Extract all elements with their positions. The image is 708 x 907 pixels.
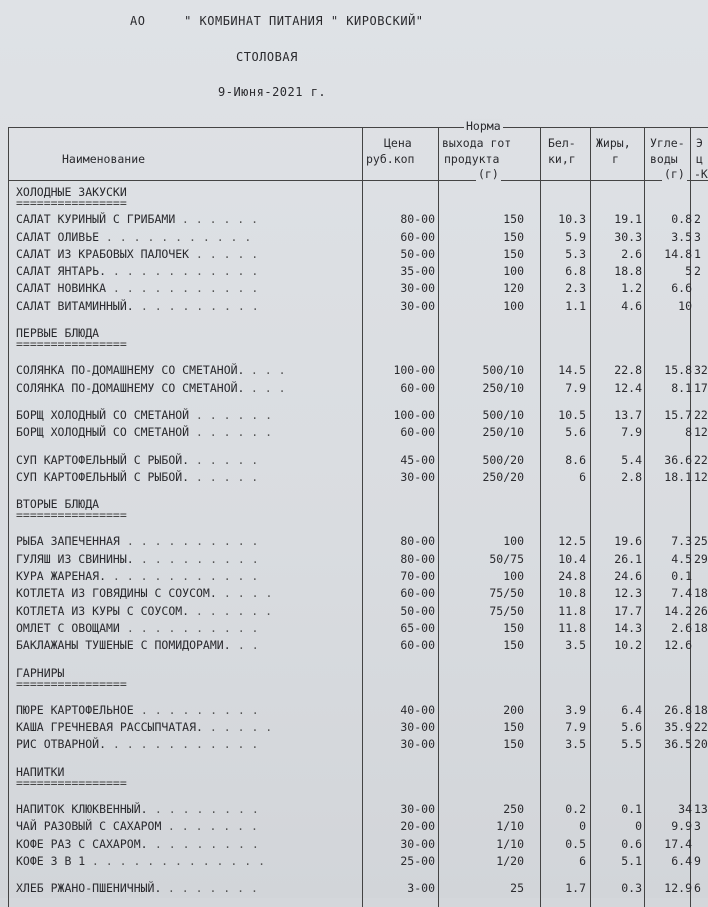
dish-fat: 5.6 bbox=[621, 720, 642, 735]
dish-fat: 2.6 bbox=[621, 246, 642, 261]
dish-price: 35-00 bbox=[400, 264, 435, 279]
dish-protein: 7.9 bbox=[565, 380, 586, 395]
col-header-fat: Жиры, bbox=[596, 136, 631, 150]
blank-row bbox=[8, 693, 708, 703]
dish-portion: 75/50 bbox=[489, 603, 524, 618]
leader-dots: . . . . . bbox=[203, 720, 273, 735]
menu-item-row bbox=[8, 264, 708, 281]
menu-item-row bbox=[8, 638, 708, 655]
dish-name: ХЛЕБ РЖАНО-ПШЕНИЧНЫЙ. bbox=[16, 881, 162, 896]
dish-protein: 0 bbox=[579, 819, 586, 834]
dish-price: 60-00 bbox=[400, 425, 435, 440]
dish-fat: 22.8 bbox=[614, 363, 642, 378]
leader-dots: . . bbox=[231, 638, 259, 653]
menu-date: 9-Июня-2021 г. bbox=[218, 85, 327, 99]
dish-energy: 22 bbox=[694, 452, 708, 467]
leader-dots: . . . . . . bbox=[189, 425, 273, 440]
dish-carbs: 36.5 bbox=[664, 737, 692, 752]
col-header-norm-line2: продукта bbox=[444, 152, 500, 166]
col-header-protein-unit: ки,г bbox=[548, 152, 576, 166]
leader-dots: . . . . . . . . . . . bbox=[106, 264, 259, 279]
leader-dots: . . . bbox=[244, 380, 286, 395]
dish-energy: 25 bbox=[694, 534, 708, 549]
dish-protein: 0.2 bbox=[565, 802, 586, 817]
menu-item-row bbox=[8, 737, 708, 754]
table-top-border bbox=[8, 127, 708, 128]
section-title: ХОЛОДНЫЕ ЗАКУСКИ bbox=[16, 185, 127, 199]
dish-fat: 19.1 bbox=[614, 212, 642, 227]
dish-fat: 12.4 bbox=[614, 380, 642, 395]
dish-fat: 12.3 bbox=[614, 586, 642, 601]
dish-portion: 100 bbox=[503, 569, 524, 584]
dish-price: 80-00 bbox=[400, 212, 435, 227]
dish-price: 50-00 bbox=[400, 603, 435, 618]
menu-item-row bbox=[8, 381, 708, 398]
dish-carbs: 15.8 bbox=[664, 363, 692, 378]
dish-carbs: 2.6 bbox=[671, 620, 692, 635]
dish-carbs: 8 bbox=[685, 425, 692, 440]
underline-rule: ================ bbox=[16, 196, 127, 211]
dish-fat: 26.1 bbox=[614, 551, 642, 566]
dish-protein: 6 bbox=[579, 853, 586, 868]
dish-portion: 120 bbox=[503, 281, 524, 296]
dish-portion: 250/10 bbox=[482, 425, 524, 440]
dish-energy: 3 bbox=[694, 229, 701, 244]
dish-name: КОТЛЕТА ИЗ КУРЫ С СОУСОМ. bbox=[16, 603, 190, 618]
dish-price: 20-00 bbox=[400, 819, 435, 834]
dish-name: САЛАТ НОВИНКА bbox=[16, 281, 107, 296]
section-underline bbox=[8, 776, 708, 792]
dish-carbs: 9.9 bbox=[671, 819, 692, 834]
dish-fat: 0 bbox=[635, 819, 642, 834]
dish-energy: 17 bbox=[694, 380, 708, 395]
col-header-energy: Э bbox=[696, 136, 703, 150]
dish-fat: 1.2 bbox=[621, 281, 642, 296]
dish-protein: 10.4 bbox=[558, 551, 586, 566]
dish-price: 100-00 bbox=[393, 407, 435, 422]
dish-price: 45-00 bbox=[400, 452, 435, 467]
dish-name: ОМЛЕТ С ОВОЩАМИ bbox=[16, 620, 120, 635]
dish-name: САЛАТ ВИТАМИННЫЙ. bbox=[16, 298, 134, 313]
dish-price: 70-00 bbox=[400, 569, 435, 584]
dish-name: РЫБА ЗАПЕЧЕННАЯ bbox=[16, 534, 120, 549]
dish-portion: 150 bbox=[503, 246, 524, 261]
dish-name: СОЛЯНКА ПО-ДОМАШНЕМУ СО СМЕТАНОЙ. bbox=[16, 380, 245, 395]
dish-price: 30-00 bbox=[400, 737, 435, 752]
dish-carbs: 12.6 bbox=[664, 638, 692, 653]
dish-portion: 150 bbox=[503, 229, 524, 244]
leader-dots: . . . bbox=[244, 363, 286, 378]
dish-name: САЛАТ КУРИНЫЙ С ГРИБАМИ bbox=[16, 212, 176, 227]
dish-protein: 1.1 bbox=[565, 298, 586, 313]
dish-name: БАКЛАЖАНЫ ТУШЕНЫЕ С ПОМИДОРАМИ. bbox=[16, 638, 231, 653]
menu-item-row bbox=[8, 720, 708, 737]
dish-portion: 500/20 bbox=[482, 452, 524, 467]
blank-row bbox=[8, 524, 708, 534]
col-header-name: Наименование bbox=[62, 152, 146, 166]
dish-energy: 26 bbox=[694, 603, 708, 618]
menu-item-row bbox=[8, 408, 708, 425]
leader-dots: . . . . . . . . bbox=[148, 802, 259, 817]
menu-item-row bbox=[8, 470, 708, 487]
dish-carbs: 0.8 bbox=[671, 212, 692, 227]
leader-dots: . . . . . . . . . . bbox=[120, 620, 259, 635]
dish-portion: 100 bbox=[503, 264, 524, 279]
menu-item-row bbox=[8, 604, 708, 621]
dish-protein: 7.9 bbox=[565, 720, 586, 735]
dish-portion: 200 bbox=[503, 702, 524, 717]
dish-portion: 100 bbox=[503, 534, 524, 549]
dish-protein: 6 bbox=[579, 469, 586, 484]
dish-portion: 250 bbox=[503, 802, 524, 817]
dish-fat: 19.6 bbox=[614, 534, 642, 549]
dish-price: 80-00 bbox=[400, 551, 435, 566]
menu-item-row bbox=[8, 230, 708, 247]
section-underline bbox=[8, 676, 708, 693]
col-header-norm: Норма bbox=[466, 119, 501, 133]
dish-portion: 250/20 bbox=[482, 469, 524, 484]
dish-name: РИС ОТВАРНОЙ. bbox=[16, 737, 107, 752]
dish-portion: 150 bbox=[503, 737, 524, 752]
dish-fat: 2.8 bbox=[621, 469, 642, 484]
dish-fat: 6.4 bbox=[621, 702, 642, 717]
dish-name: БОРЩ ХОЛОДНЫЙ СО СМЕТАНОЙ bbox=[16, 425, 190, 440]
dish-fat: 10.2 bbox=[614, 638, 642, 653]
dish-energy: 3 bbox=[694, 819, 701, 834]
dish-name: СОЛЯНКА ПО-ДОМАШНЕМУ СО СМЕТАНОЙ. bbox=[16, 363, 245, 378]
dish-protein: 14.5 bbox=[558, 363, 586, 378]
col-header-norm-unit: (г) bbox=[478, 167, 499, 181]
menu-item-row bbox=[8, 802, 708, 819]
organization-title: АО " КОМБИНАТ ПИТАНИЯ " КИРОВСКИЙ" bbox=[130, 14, 424, 28]
leader-dots: . . . . . . bbox=[175, 212, 259, 227]
dish-price: 60-00 bbox=[400, 229, 435, 244]
dish-portion: 75/50 bbox=[489, 586, 524, 601]
dish-protein: 5.9 bbox=[565, 229, 586, 244]
department-title: СТОЛОВАЯ bbox=[236, 50, 298, 64]
dish-price: 60-00 bbox=[400, 586, 435, 601]
section-title: ВТОРЫЕ БЛЮДА bbox=[16, 497, 100, 512]
dish-carbs: 7.4 bbox=[671, 586, 692, 601]
dish-carbs: 3.5 bbox=[671, 229, 692, 244]
blank-row bbox=[8, 398, 708, 408]
dish-fat: 5.1 bbox=[621, 853, 642, 868]
dish-fat: 24.6 bbox=[614, 569, 642, 584]
dish-price: 60-00 bbox=[400, 380, 435, 395]
dish-price: 3-00 bbox=[407, 881, 435, 896]
dish-protein: 10.5 bbox=[558, 407, 586, 422]
dish-carbs: 6.6 bbox=[671, 281, 692, 296]
dish-name: СУП КАРТОФЕЛЬНЫЙ С РЫБОЙ. bbox=[16, 452, 190, 467]
blank-row bbox=[8, 353, 708, 363]
dish-fat: 14.3 bbox=[614, 620, 642, 635]
dish-carbs: 18.1 bbox=[664, 469, 692, 484]
table-header-border bbox=[8, 180, 708, 181]
col-header-protein: Бел- bbox=[548, 136, 576, 150]
blank-row bbox=[8, 871, 708, 881]
dish-energy: 2 bbox=[694, 212, 701, 227]
dish-protein: 3.5 bbox=[565, 638, 586, 653]
dish-name: ГУЛЯШ ИЗ СВИНИНЫ. bbox=[16, 551, 134, 566]
menu-item-row bbox=[8, 621, 708, 638]
menu-item-row bbox=[8, 703, 708, 720]
dish-protein: 0.5 bbox=[565, 836, 586, 851]
leader-dots: . . . . . . bbox=[189, 407, 273, 422]
underline-rule: ================ bbox=[16, 776, 127, 791]
menu-table bbox=[8, 119, 708, 907]
dish-carbs: 14.2 bbox=[664, 603, 692, 618]
dish-portion: 1/10 bbox=[496, 836, 524, 851]
menu-item-row bbox=[8, 569, 708, 586]
leader-dots: . . . . . bbox=[189, 469, 259, 484]
dish-protein: 10.3 bbox=[558, 212, 586, 227]
dish-carbs: 34 bbox=[678, 802, 692, 817]
dish-price: 50-00 bbox=[400, 246, 435, 261]
dish-price: 30-00 bbox=[400, 836, 435, 851]
dish-fat: 7.9 bbox=[621, 425, 642, 440]
dish-fat: 13.7 bbox=[614, 407, 642, 422]
dish-name: КОФЕ 3 В 1 bbox=[16, 853, 86, 868]
dish-protein: 3.9 bbox=[565, 702, 586, 717]
leader-dots: . . . . . . bbox=[189, 603, 273, 618]
leader-dots: . . . . . . . bbox=[161, 881, 258, 896]
underline-rule: ================ bbox=[16, 676, 127, 691]
blank-row bbox=[8, 792, 708, 802]
dish-name: ЧАЙ РАЗОВЫЙ С САХАРОМ bbox=[16, 819, 162, 834]
menu-item-row bbox=[8, 819, 708, 836]
dish-portion: 250/10 bbox=[482, 380, 524, 395]
dish-price: 80-00 bbox=[400, 534, 435, 549]
leader-dots: . . . . . bbox=[189, 246, 259, 261]
leader-dots: . . . . . . . . . . . . . bbox=[85, 853, 266, 868]
dish-protein: 5.3 bbox=[565, 246, 586, 261]
dish-portion: 150 bbox=[503, 620, 524, 635]
leader-dots: . . . . . . . . bbox=[148, 836, 259, 851]
leader-dots: . . . . . . . . . . bbox=[120, 534, 259, 549]
dish-energy: 29 bbox=[694, 551, 708, 566]
menu-item-row bbox=[8, 586, 708, 603]
dish-protein: 6.8 bbox=[565, 264, 586, 279]
dish-portion: 100 bbox=[503, 298, 524, 313]
section-title: НАПИТКИ bbox=[16, 764, 65, 779]
dish-name: КОТЛЕТА ИЗ ГОВЯДИНЫ С СОУСОМ. bbox=[16, 586, 217, 601]
menu-item-row bbox=[8, 281, 708, 298]
dish-carbs: 8.1 bbox=[671, 380, 692, 395]
dish-energy: 13 bbox=[694, 802, 708, 817]
dish-price: 40-00 bbox=[400, 702, 435, 717]
leader-dots: . . . . . . . bbox=[161, 819, 258, 834]
dish-fat: 0.1 bbox=[621, 802, 642, 817]
section-underline bbox=[8, 508, 708, 524]
underline-rule: ================ bbox=[16, 337, 127, 352]
dish-energy: 12 bbox=[694, 425, 708, 440]
dish-protein: 10.8 bbox=[558, 586, 586, 601]
dish-name: БОРЩ ХОЛОДНЫЙ СО СМЕТАНОЙ bbox=[16, 407, 190, 422]
dish-energy: 6 bbox=[694, 881, 701, 896]
dish-name: КАША ГРЕЧНЕВАЯ РАССЫПЧАТАЯ. bbox=[16, 720, 203, 735]
dish-carbs: 36.6 bbox=[664, 452, 692, 467]
dish-protein: 1.7 bbox=[565, 881, 586, 896]
dish-carbs: 5 bbox=[685, 264, 692, 279]
dish-portion: 25 bbox=[510, 881, 524, 896]
menu-item-row bbox=[8, 534, 708, 551]
dish-energy: 18 bbox=[694, 620, 708, 635]
col-header-price-unit: руб.коп bbox=[366, 152, 415, 166]
dish-price: 30-00 bbox=[400, 281, 435, 296]
col-header-fat-unit: г bbox=[612, 152, 619, 166]
dish-protein: 12.5 bbox=[558, 534, 586, 549]
menu-item-row bbox=[8, 854, 708, 871]
col-header-carbs-unit: (г) bbox=[664, 167, 685, 181]
dish-price: 60-00 bbox=[400, 638, 435, 653]
dish-protein: 3.5 bbox=[565, 737, 586, 752]
dish-carbs: 12.9 bbox=[664, 881, 692, 896]
blank-row bbox=[8, 316, 708, 326]
dish-carbs: 15.7 bbox=[664, 407, 692, 422]
dish-energy: 2 bbox=[694, 264, 701, 279]
dish-carbs: 14.8 bbox=[664, 246, 692, 261]
col-header-carbs-line2: воды bbox=[650, 152, 678, 166]
dish-carbs: 26.8 bbox=[664, 702, 692, 717]
dish-price: 25-00 bbox=[400, 853, 435, 868]
section-underline bbox=[8, 337, 708, 353]
dish-name: КУРА ЖАРЕНАЯ. bbox=[16, 569, 107, 584]
dish-protein: 24.8 bbox=[558, 569, 586, 584]
dish-name: САЛАТ ИЗ КРАБОВЫХ ПАЛОЧЕК bbox=[16, 246, 190, 261]
dish-protein: 11.8 bbox=[558, 603, 586, 618]
dish-carbs: 6.4 bbox=[671, 853, 692, 868]
dish-name: ПЮРЕ КАРТОФЕЛЬНОЕ bbox=[16, 702, 134, 717]
dish-energy: 1 bbox=[694, 246, 701, 261]
dish-energy: 9 bbox=[694, 853, 701, 868]
dish-carbs: 10 bbox=[678, 298, 692, 313]
leader-dots: . . . . . bbox=[189, 452, 259, 467]
dish-name: САЛАТ ОЛИВЬЕ bbox=[16, 229, 100, 244]
dish-fat: 17.7 bbox=[614, 603, 642, 618]
section-title: ГАРНИРЫ bbox=[16, 665, 65, 680]
dish-carbs: 35.9 bbox=[664, 720, 692, 735]
menu-item-row bbox=[8, 212, 708, 229]
menu-item-row bbox=[8, 425, 708, 442]
menu-item-row bbox=[8, 299, 708, 316]
underline-rule: ================ bbox=[16, 508, 127, 523]
dish-price: 100-00 bbox=[393, 363, 435, 378]
dish-name: КОФЕ РАЗ С САХАРОМ. bbox=[16, 836, 148, 851]
dish-protein: 11.8 bbox=[558, 620, 586, 635]
dish-carbs: 4.5 bbox=[671, 551, 692, 566]
dish-portion: 150 bbox=[503, 638, 524, 653]
dish-fat: 0.6 bbox=[621, 836, 642, 851]
dish-portion: 1/10 bbox=[496, 819, 524, 834]
leader-dots: . . . . . . . . . bbox=[134, 702, 259, 717]
dish-fat: 4.6 bbox=[621, 298, 642, 313]
blank-row bbox=[8, 656, 708, 666]
dish-energy: 22 bbox=[694, 720, 708, 735]
blank-row bbox=[8, 755, 708, 765]
dish-energy: 12 bbox=[694, 469, 708, 484]
section-underline bbox=[8, 196, 708, 212]
leader-dots: . . . . . . . . . bbox=[134, 298, 259, 313]
dish-energy: 18 bbox=[694, 702, 708, 717]
col-header-energy-line3: -К bbox=[694, 167, 708, 181]
dish-fat: 0.3 bbox=[621, 881, 642, 896]
dish-price: 30-00 bbox=[400, 720, 435, 735]
dish-price: 30-00 bbox=[400, 469, 435, 484]
dish-portion: 500/10 bbox=[482, 363, 524, 378]
dish-price: 65-00 bbox=[400, 620, 435, 635]
col-header-price: Цена bbox=[384, 136, 412, 150]
leader-dots: . . . . bbox=[217, 586, 273, 601]
dish-carbs: 17.4 bbox=[664, 836, 692, 851]
dish-fat: 18.8 bbox=[614, 264, 642, 279]
dish-portion: 150 bbox=[503, 212, 524, 227]
dish-energy: 20 bbox=[694, 737, 708, 752]
dish-portion: 150 bbox=[503, 720, 524, 735]
menu-item-row bbox=[8, 837, 708, 854]
dish-name: СУП КАРТОФЕЛЬНЫЙ С РЫБОЙ. bbox=[16, 469, 190, 484]
blank-row bbox=[8, 487, 708, 497]
section-title: ПЕРВЫЕ БЛЮДА bbox=[16, 326, 100, 341]
leader-dots: . . . . . . . . . . . bbox=[106, 281, 259, 296]
menu-rows bbox=[8, 185, 708, 899]
menu-item-row bbox=[8, 552, 708, 569]
menu-item-row bbox=[8, 247, 708, 264]
dish-energy: 22 bbox=[694, 407, 708, 422]
dish-fat: 5.5 bbox=[621, 737, 642, 752]
dish-protein: 2.3 bbox=[565, 281, 586, 296]
dish-portion: 500/10 bbox=[482, 407, 524, 422]
dish-carbs: 7.3 bbox=[671, 534, 692, 549]
dish-fat: 30.3 bbox=[614, 229, 642, 244]
dish-fat: 5.4 bbox=[621, 452, 642, 467]
dish-energy: 18 bbox=[694, 586, 708, 601]
menu-item-row bbox=[8, 363, 708, 380]
dish-protein: 8.6 bbox=[565, 452, 586, 467]
col-header-norm-line1: выхода гот bbox=[442, 136, 512, 150]
dish-portion: 1/20 bbox=[496, 853, 524, 868]
dish-price: 30-00 bbox=[400, 298, 435, 313]
dish-carbs: 0.1 bbox=[671, 569, 692, 584]
dish-price: 30-00 bbox=[400, 802, 435, 817]
leader-dots: . . . . . . . . . . . bbox=[106, 569, 259, 584]
leader-dots: . . . . . . . . . . . bbox=[106, 737, 259, 752]
dish-name: САЛАТ ЯНТАРЬ. bbox=[16, 264, 107, 279]
col-header-energy-line2: ц bbox=[696, 152, 703, 166]
leader-dots: . . . . . . . . . . . bbox=[99, 229, 252, 244]
col-header-carbs: Угле- bbox=[650, 136, 685, 150]
menu-item-row bbox=[8, 881, 708, 898]
leader-dots: . . . . . . . . . bbox=[134, 551, 259, 566]
menu-item-row bbox=[8, 453, 708, 470]
dish-name: НАПИТОК КЛЮКВЕННЫЙ. bbox=[16, 802, 148, 817]
dish-protein: 5.6 bbox=[565, 425, 586, 440]
dish-portion: 50/75 bbox=[489, 551, 524, 566]
blank-row bbox=[8, 443, 708, 453]
dish-energy: 32 bbox=[694, 363, 708, 378]
